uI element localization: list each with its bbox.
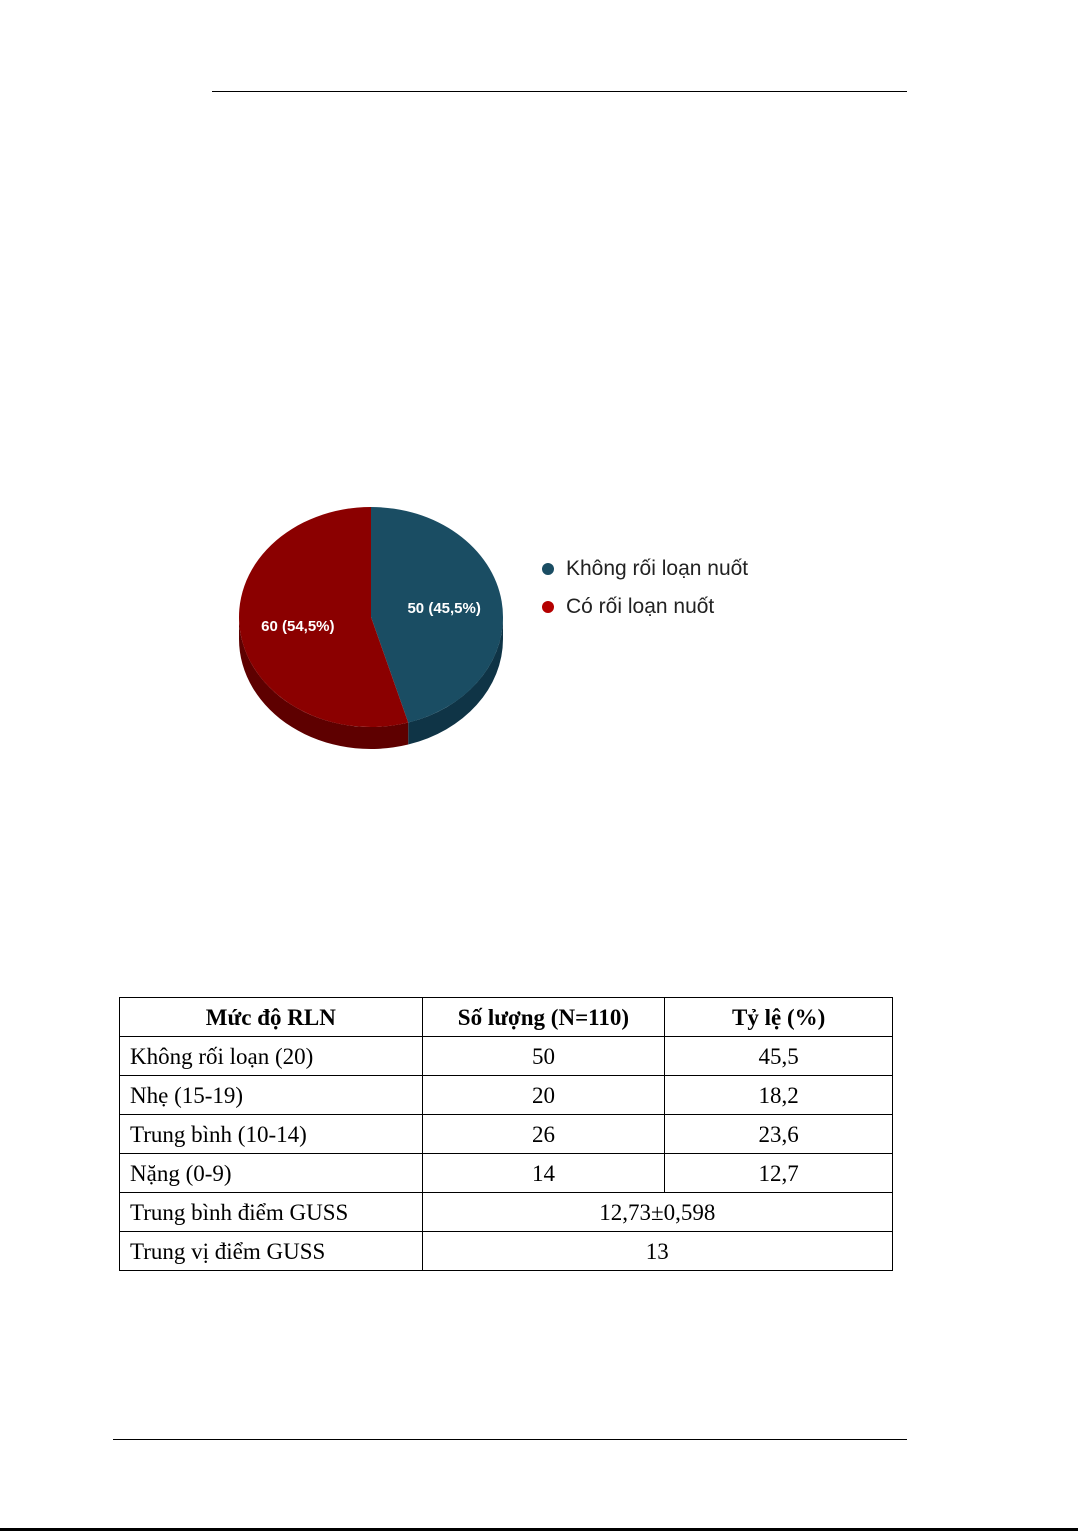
legend-label-no-dysphagia: Không rối loạn nuốt [566,557,749,580]
table-header-row [120,998,893,1037]
row-label: Nặng (0-9) [120,1154,423,1193]
pie-slice-label-0: 50 (45,5%) [407,600,481,618]
table-summary-row [120,1232,893,1271]
row-label: Trung bình (10-14) [120,1115,423,1154]
footer-rule [113,1439,907,1440]
column-header-count: Số lượng (N=110) [422,998,665,1037]
legend-item-no-dysphagia [542,550,748,588]
pie-chart-svg [225,495,525,770]
row-count: 20 [422,1076,665,1115]
summary-value-mean: 12,73±0,598 [422,1193,892,1232]
legend-marker-no-dysphagia [542,563,554,575]
row-percent: 23,6 [665,1115,893,1154]
table-row [120,1037,893,1076]
summary-label-mean: Trung bình điểm GUSS [120,1193,423,1232]
pie-chart [225,495,785,770]
column-header-percent: Tỷ lệ (%) [665,998,893,1037]
summary-value-median: 13 [422,1232,892,1271]
page-edge-rule [0,1528,1078,1531]
guss-score-table [119,997,893,1271]
row-percent: 12,7 [665,1154,893,1193]
row-percent: 45,5 [665,1037,893,1076]
pie-slice-label-1: 60 (54,5%) [261,617,335,635]
legend-item-dysphagia [542,588,748,626]
legend-marker-dysphagia [542,601,554,613]
chart-legend [542,550,748,626]
row-label: Nhẹ (15-19) [120,1076,423,1115]
legend-label-dysphagia: Có rối loạn nuốt [566,595,715,618]
row-percent: 18,2 [665,1076,893,1115]
row-count: 26 [422,1115,665,1154]
table-summary-row [120,1193,893,1232]
header-rule [212,91,907,92]
row-label: Không rối loạn (20) [120,1037,423,1076]
table-row [120,1154,893,1193]
column-header-level: Mức độ RLN [120,998,423,1037]
table-row [120,1115,893,1154]
table-row [120,1076,893,1115]
summary-label-median: Trung vị điểm GUSS [120,1232,423,1271]
row-count: 14 [422,1154,665,1193]
row-count: 50 [422,1037,665,1076]
